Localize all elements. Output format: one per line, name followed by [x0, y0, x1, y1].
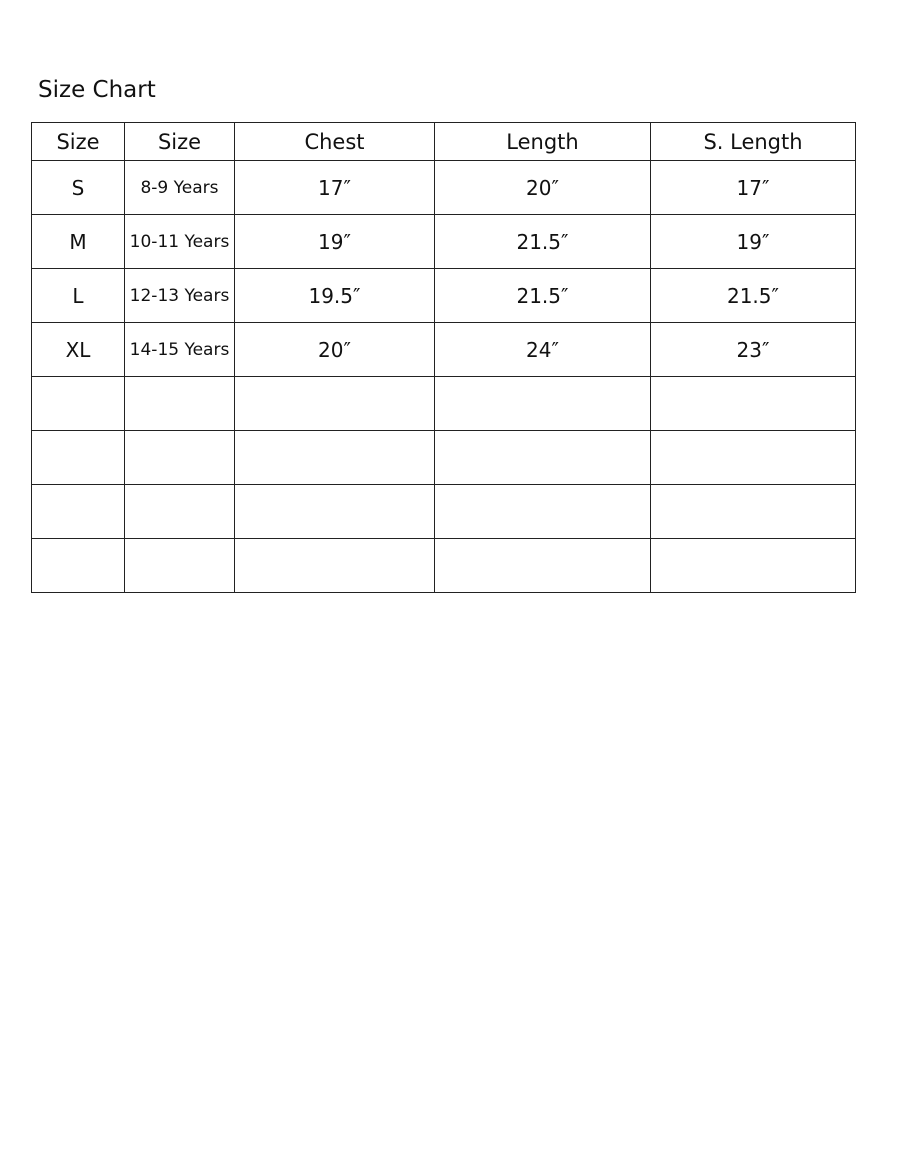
- cell-size: XL: [32, 323, 125, 377]
- cell-age: 10-11 Years: [125, 215, 235, 269]
- cell-length: [435, 485, 651, 539]
- cell-sleeve-length: [651, 539, 856, 593]
- header-size-age: Size: [125, 123, 235, 161]
- page-title: Size Chart: [38, 77, 156, 103]
- table-row: [32, 215, 856, 269]
- table-row-empty: [32, 377, 856, 431]
- header-length: Length: [435, 123, 651, 161]
- table-header-row: [32, 123, 856, 161]
- cell-size: [32, 539, 125, 593]
- cell-length: [435, 539, 651, 593]
- cell-age: [125, 431, 235, 485]
- cell-sleeve-length: [651, 377, 856, 431]
- cell-size: L: [32, 269, 125, 323]
- cell-sleeve-length: 17″: [651, 161, 856, 215]
- cell-length: 21.5″: [435, 215, 651, 269]
- header-sleeve-length: S. Length: [651, 123, 856, 161]
- cell-size: [32, 485, 125, 539]
- cell-age: [125, 539, 235, 593]
- cell-age: 12-13 Years: [125, 269, 235, 323]
- cell-chest: 19″: [235, 215, 435, 269]
- cell-chest: 19.5″: [235, 269, 435, 323]
- cell-length: 20″: [435, 161, 651, 215]
- cell-chest: 17″: [235, 161, 435, 215]
- cell-size: M: [32, 215, 125, 269]
- cell-sleeve-length: [651, 485, 856, 539]
- cell-age: 8-9 Years: [125, 161, 235, 215]
- cell-chest: [235, 485, 435, 539]
- cell-sleeve-length: 21.5″: [651, 269, 856, 323]
- cell-size: S: [32, 161, 125, 215]
- cell-chest: [235, 539, 435, 593]
- cell-sleeve-length: [651, 431, 856, 485]
- size-chart-table: [31, 122, 856, 593]
- cell-age: [125, 485, 235, 539]
- cell-sleeve-length: 23″: [651, 323, 856, 377]
- header-chest: Chest: [235, 123, 435, 161]
- cell-age: 14-15 Years: [125, 323, 235, 377]
- cell-chest: [235, 431, 435, 485]
- table-row: [32, 161, 856, 215]
- header-size: Size: [32, 123, 125, 161]
- cell-chest: [235, 377, 435, 431]
- cell-length: 24″: [435, 323, 651, 377]
- table-row: [32, 269, 856, 323]
- cell-length: 21.5″: [435, 269, 651, 323]
- cell-size: [32, 431, 125, 485]
- table-row-empty: [32, 485, 856, 539]
- cell-sleeve-length: 19″: [651, 215, 856, 269]
- cell-age: [125, 377, 235, 431]
- table-row-empty: [32, 539, 856, 593]
- cell-chest: 20″: [235, 323, 435, 377]
- table-row: [32, 323, 856, 377]
- cell-size: [32, 377, 125, 431]
- cell-length: [435, 377, 651, 431]
- table-row-empty: [32, 431, 856, 485]
- cell-length: [435, 431, 651, 485]
